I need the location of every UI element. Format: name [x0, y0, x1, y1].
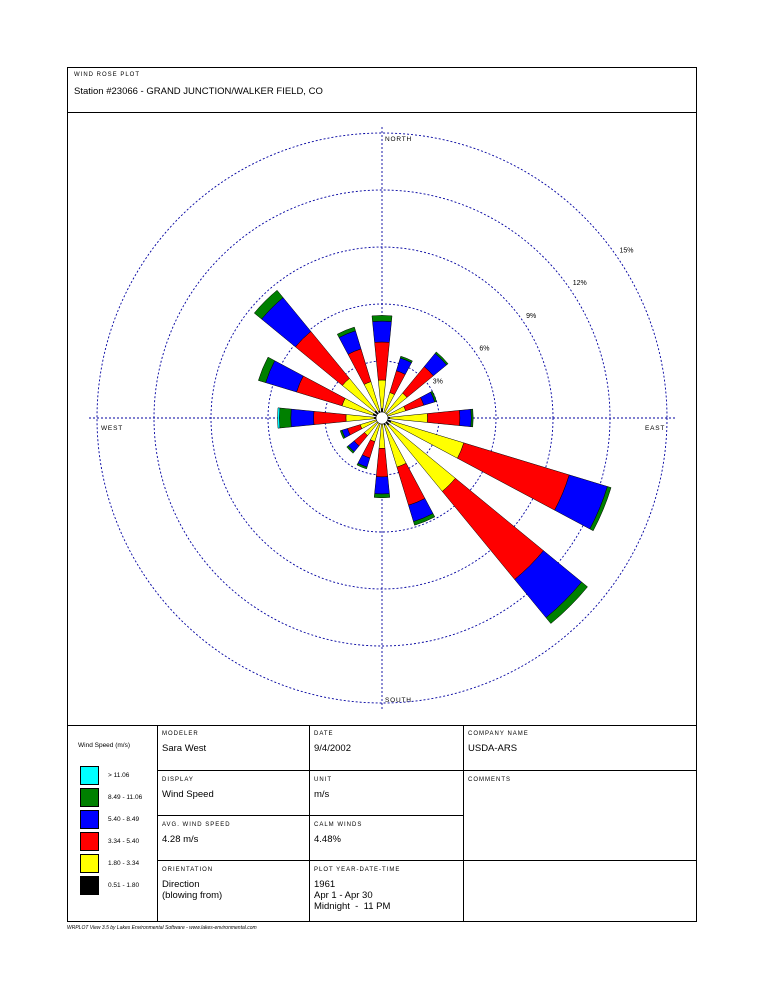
ring-label-4: 15%	[619, 247, 634, 255]
date-label: DATE	[314, 731, 334, 737]
petal-e-bin-4	[471, 409, 473, 427]
petal-w-bin-5	[278, 408, 280, 428]
petal-w-bin-1	[346, 414, 375, 421]
plot-time-value: 1961 Apr 1 - Apr 30 Midnight - 11 PM	[314, 879, 391, 912]
petal-s-bin-1	[379, 424, 385, 449]
ring-label-0: 3%	[432, 378, 443, 386]
display-cell	[158, 771, 309, 815]
footer-credit: WRPLOT View 3.5 by Lakes Environmental Software - www.lakes-environmental.com	[67, 925, 257, 931]
legend-item	[80, 766, 160, 786]
petal-ene-bin-2	[404, 397, 424, 410]
petal-w-bin-4	[279, 408, 291, 428]
petal-nne-bin-2	[390, 371, 406, 395]
petal-n-bin-1	[378, 380, 385, 409]
petal-n-bin-3	[373, 321, 392, 342]
compass-label-east: EAST	[645, 425, 666, 432]
legend-title: Wind Speed (m/s)	[78, 742, 131, 749]
ring-label-3: 12%	[572, 280, 587, 288]
legend	[68, 725, 157, 921]
modeler-cell	[158, 725, 309, 770]
petal-e-bin-1	[390, 414, 428, 423]
comments-cell	[464, 771, 696, 860]
orientation-label: ORIENTATION	[162, 867, 214, 873]
petal-n-bin-2	[375, 342, 390, 380]
calm-value: 4.48%	[314, 834, 341, 845]
legend-swatch	[80, 854, 99, 873]
legend-item	[80, 788, 160, 808]
legend-swatch	[80, 788, 99, 807]
unit-label: UNIT	[314, 777, 332, 783]
company-cell	[464, 725, 696, 770]
date-cell	[310, 725, 463, 770]
wind-rose-area	[68, 112, 696, 726]
petal-w-bin-2	[314, 411, 346, 424]
orientation-value: Direction (blowing from)	[162, 879, 223, 901]
ring-label-1: 6%	[479, 345, 490, 353]
petal-w-bin-3	[291, 409, 314, 427]
petal-nnw-bin-2	[348, 349, 371, 385]
modeler-value: Sara West	[162, 743, 207, 754]
compass-label-south: SOUTH	[385, 697, 412, 704]
legend-label: > 11.06	[108, 772, 130, 779]
legend-item	[80, 854, 160, 874]
info-panel	[68, 725, 696, 921]
petal-s-bin-2	[376, 448, 387, 477]
legend-swatch	[80, 876, 99, 895]
petal-ssw-bin-2	[362, 440, 375, 458]
calm-label: CALM WINDS	[314, 822, 363, 828]
petal-e-bin-2	[427, 410, 460, 425]
petal-n-bin-4	[372, 315, 392, 321]
modeler-label: MODELER	[162, 731, 199, 737]
petal-s-bin-3	[375, 477, 390, 494]
legend-label: 3.34 - 5.40	[108, 838, 140, 845]
legend-label: 5.40 - 8.49	[108, 816, 140, 823]
unit-cell	[310, 771, 463, 815]
ring-label-2: 9%	[526, 312, 537, 320]
petal-e-bin-3	[460, 409, 472, 426]
calm-center	[376, 412, 388, 424]
display-label: DISPLAY	[162, 777, 194, 783]
plot-frame	[67, 67, 697, 922]
legend-swatch	[80, 832, 99, 851]
plot-type-label: WIND ROSE PLOT	[74, 72, 141, 78]
orientation-cell	[158, 861, 309, 921]
plot-time-label: PLOT YEAR-DATE-TIME	[314, 867, 401, 873]
avg-speed-cell	[158, 816, 309, 860]
legend-item	[80, 832, 160, 852]
company-value: USDA-ARS	[468, 743, 518, 754]
compass-label-north: NORTH	[385, 136, 412, 143]
legend-swatch	[80, 766, 99, 785]
petal-s-bin-4	[374, 494, 390, 498]
avg-speed-value: 4.28 m/s	[162, 834, 199, 845]
display-value: Wind Speed	[162, 789, 214, 800]
wind-rose-chart	[68, 112, 696, 725]
company-label: COMPANY NAME	[468, 731, 529, 737]
legend-item	[80, 876, 160, 896]
unit-value: m/s	[314, 789, 330, 800]
plot-time-cell	[310, 861, 463, 921]
legend-swatch	[80, 810, 99, 829]
date-value: 9/4/2002	[314, 743, 351, 754]
legend-label: 0.51 - 1.80	[108, 882, 140, 889]
compass-label-west: WEST	[101, 425, 123, 432]
station-title: Station #23066 - GRAND JUNCTION/WALKER FIELD, CO	[74, 86, 323, 97]
legend-label: 8.49 - 11.06	[108, 794, 143, 801]
plot-header	[68, 68, 696, 113]
calm-cell	[310, 816, 463, 860]
petal-sse-bin-2	[397, 463, 425, 505]
comments-label: COMMENTS	[468, 777, 511, 783]
legend-label: 1.80 - 3.34	[108, 860, 140, 867]
avg-speed-label: AVG. WIND SPEED	[162, 822, 231, 828]
legend-item	[80, 810, 160, 830]
